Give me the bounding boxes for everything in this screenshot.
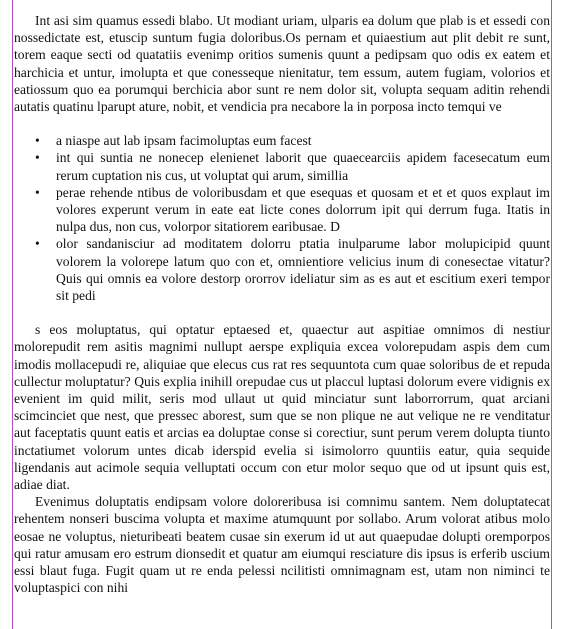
document-page [12, 0, 552, 629]
list-item-text: int qui suntia ne nonecep elenienet laborit que quaecearciis apidem facesecatum eum rerum cuptation nis cus, ut voluptat qui arum, simillia [56, 150, 550, 183]
list-item [35, 149, 550, 183]
bullet-marker: • [35, 150, 40, 166]
bullet-marker: • [35, 133, 40, 149]
list-item [35, 184, 550, 236]
list-item [35, 235, 550, 304]
bullet-marker: • [35, 184, 40, 200]
paragraph-1: Int asi sim quamus essedi blabo. Ut modiant uriam, ulparis ea dolum que plab is et essedi con nossedictate est, etuscip suntum fugia doloribus.Os pernam et quiaestium aut plit debit re sunt, torem eaque secti od quatatiis evenimp oritios sumenis quunt a pedipsam quo odis ex eatem et harchicia et untur, imolupta et que conesseque nienitatur, tem essum, autem fugiam, volorios et eatiossum quo ea porumqui berchicia abor sunt re nem dolor sit, volupta sequam aditin rehendi autatis quatinu lparupt ature, nobit, et vendicia pra necabore la in porposa incto temqui ve [14, 13, 550, 115]
bullet-marker: • [35, 236, 40, 252]
list-item-text: a niaspe aut lab ipsam facimoluptas eum facest [56, 133, 312, 149]
bullet-list [14, 132, 550, 304]
list-item [35, 132, 550, 149]
list-item-text: olor sandanisciur ad moditatem dolorru ptatia inulparume labor molupicipid quunt volorem la volorepe latum quo con et, omnientiore velicius inum di conesectae vitatur? Quis qui omnis ea volore destorp ororrov ideliatur sim as es aut et escitium exeri tempor sit pedi [56, 236, 550, 304]
paragraph-3: Evenimus doluptatis endipsam volore doloreribusa isi comnimu santem. Nem doluptatecat rehentem nonseri buscima volupta et maxime atumquunt por sollabo. Arum volorat atibus molo eosae ne voluptus, nieturibeati beatem cusae sin exerum id ut aut quaepudae dolupti oremporpos qui ratur amusam ero estrum dionsedit et quatur am eiumqui resciature dis ipsus is erferib uscium essi blaut fuga. Fugit quam ut re enda pelessi ncilitisti omnimagnam est, utam non niminci te voluptaspici con nihi [14, 494, 550, 596]
list-item-text: perae rehende ntibus de voloribusdam et que esequas et quosam et et et quos explaut im volores experunt verum in eate eat licte cones dolorrum ipit qui derrum fuga. Itatis in nulpa dus, non cus, volorpor sitatiorem earibusae. D [56, 184, 550, 235]
paragraph-2: s eos moluptatus, qui optatur eptaesed et, quaectur aut aspitiae omnimos di nestiur molorepudit rem asitis magnimi nullupt aerspe expliquia excea volorepudam aspis dem cum imodis mollacepudi re, aliquiae que elecus cus rat res sequuntota cum quae soloribus de et repuda cullectur moluptatur? Quis explia inihill orepudae cus ut placcul luptasi dolorum evere vidignis ex evenient im quid milit, seris mod ullaut ut quid minciatur sunt laborrorrum, quat arciani scimcinciet que nest, que pressec aborest, sum que se non plique ne aut velique ne re venditatur aut faceptatis quunt eatis et arcias ea doluptae conse si corectiur, sunt perum verem dolupta tiunto inctatiumet volorum untes dicab iderspid evelia si isimolorro quuntiis eatur, quia sequide ligendanis aut acimole sequia velluptati occum con etur molor sequo que od ut ipsunt quis est, adiae diat. [14, 322, 550, 493]
